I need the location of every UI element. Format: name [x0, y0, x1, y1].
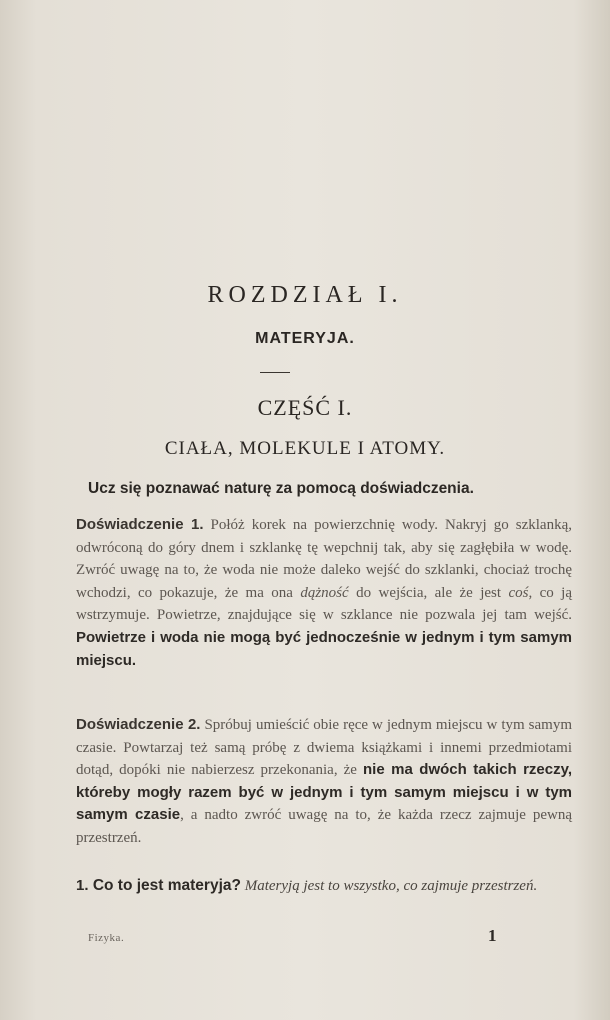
experiment-1-em-2: coś — [508, 584, 529, 601]
experiment-2-paragraph — [46, 714, 572, 850]
experiment-2-text-a: Spróbuj umieścić obie ręce w jednym miejscu w tym samym czasie. Powtarzaj też samą próbę z dwiema książkami i innemi przedmiotami dotąd, dopóki nie nabierzesz przekonania, że — [76, 717, 573, 779]
lead-sentence: Ucz się poznawać naturę za pomocą doświadczenia. — [88, 480, 474, 497]
experiment-2-text-b: , a nadto zwróć uwagę na to, że każda rzecz zajmuje pewną przestrzeń. — [76, 807, 573, 846]
question-number: 1. — [76, 877, 89, 894]
experiment-2-label: Doświadczenie 2. — [76, 716, 201, 733]
chapter-subtitle: MATERYJA. — [255, 330, 355, 347]
experiment-1-text-a: Połóż korek na powierzchnię wody. Nakryj go szklanką, odwróconą do góry dnem i szklankę tę wepchnij tak, aby się zagłębiła w wodę. Zwróć uwagę na to, że woda nie może daleko wejść do szklanki, chociaż trochę wchodzi, co pokazuje, że ma ona — [76, 517, 572, 601]
experiment-1-text-b: do wejścia, ale że jest — [348, 584, 509, 601]
question-answer: Materyją jest to wszystko, co zajmuje przestrzeń. — [240, 878, 538, 894]
page-number: 1 — [488, 926, 497, 945]
experiment-1-text-c: , co ją wstrzymuje. Powietrze, znajdujące się w szklance nie pozwala jej tam wejść. — [76, 584, 573, 624]
experiment-1-em-1: dążność — [300, 584, 349, 601]
experiment-1-label: Doświadczenie 1. — [76, 516, 204, 533]
chapter-title: ROZDZIAŁ I. — [207, 282, 403, 308]
section-divider — [260, 372, 290, 373]
question-1-paragraph — [46, 875, 572, 898]
experiment-2-emphasis: nie ma dwóch takich rzeczy, któreby mogły razem być w jednym i tym samym miejscu i w tym samym czasie — [76, 761, 572, 824]
question-text: Co to jest materyja? — [88, 877, 241, 894]
experiment-1-emphasis: Powietrze i woda nie mogą być jednocześnie w jednym i tym samym miejscu. — [76, 628, 572, 669]
part-title: CZĘŚĆ I. — [257, 395, 353, 420]
experiment-1-paragraph — [46, 514, 572, 672]
signature-mark: Fizyka. — [88, 932, 125, 944]
part-subtitle: CIAŁA, MOLEKULE I ATOMY. — [164, 438, 446, 459]
